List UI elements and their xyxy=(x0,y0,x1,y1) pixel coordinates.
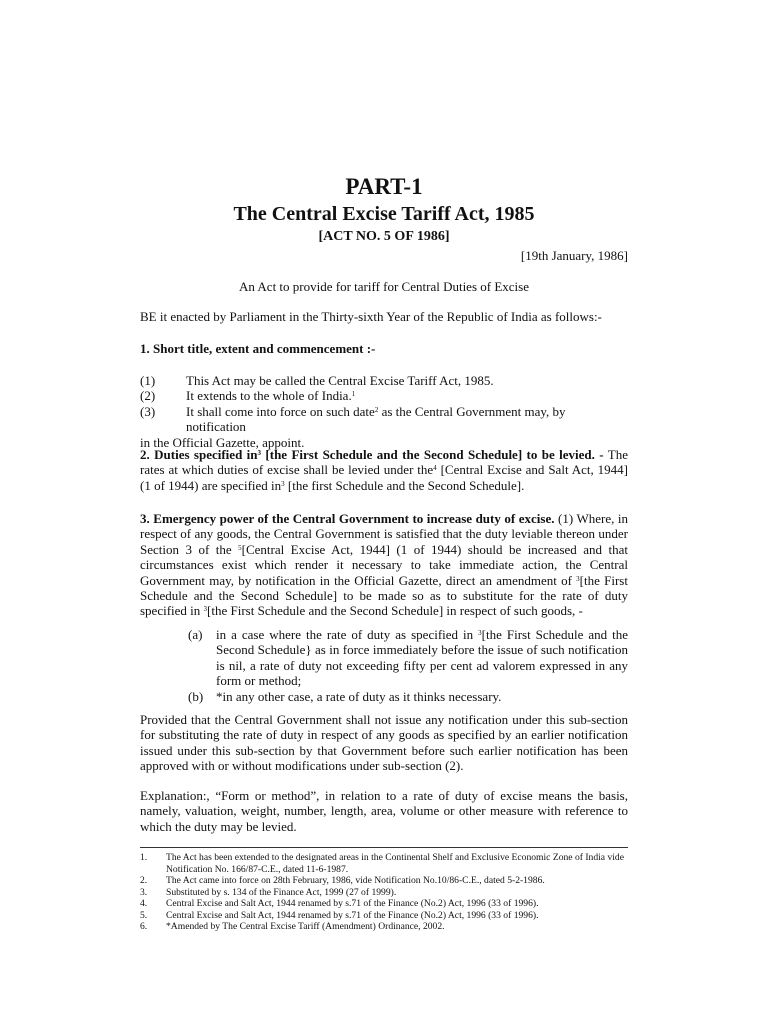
section-3-subclauses xyxy=(140,627,628,704)
footnote: 5. Central Excise and Salt Act, 1944 renamed by s.71 of the Finance (No.2) Act, 1996 (33 of 1996). xyxy=(140,909,539,921)
section-1-item-3: (3) It shall come into force on such date$^2$ as the Central Government may, by notification xyxy=(140,403,566,435)
act-date: [19th January, 1986] xyxy=(520,248,628,263)
footnote-divider xyxy=(140,847,628,848)
act-subtitle: An Act to provide for tariff for Central Duties of Excise xyxy=(238,279,529,294)
proviso: Provided that the Central Government shall not issue any notification under this sub-section for substituting the rate of duty in respect of any goods as specified by an earlier notification issued under this sub-section by that Government before such earlier notification has been approved with or without modifications under sub-section (2). xyxy=(140,712,628,774)
footnote: 4. Central Excise and Salt Act, 1944 renamed by s.71 of the Finance (No.2) Act, 1996 (33 of 1996). xyxy=(140,898,539,909)
section-1-heading: 1. Short title, extent and commencement :- xyxy=(140,341,376,356)
preamble: BE it enacted by Parliament in the Thirty-sixth Year of the Republic of India as follows:- xyxy=(140,309,602,324)
explanation: Explanation:, “Form or method”, in relation to a rate of duty of excise means the basis, namely, valuation, weight, number, length, area, volume or other measure with reference to which the duty may be levied. xyxy=(140,788,628,834)
clause-a: (a) in a case where the rate of duty as specified in $^3$[the First Schedule and the Second Schedule} as in force immediately before the issue of such notification is nil, a rate of duty not exceeding fifty per cent ad valorem expressed in any form or method; xyxy=(188,627,628,689)
footnote: 3. Substituted by s. 134 of the Finance Act, 1999 (27 of 1999). xyxy=(140,886,397,898)
section-3-heading: 3. Emergency power of the Central Government to increase duty of excise. xyxy=(140,511,555,526)
section-1-item-3-continued: in the Official Gazette, appoint. xyxy=(140,434,305,450)
section-2-heading: 2. Duties specified $in^3$ [the First Schedule and the Second Schedule] to be levied. - xyxy=(140,447,604,462)
section-1-item-1: (1) This Act may be called the Central Excise Tariff Act, 1985. xyxy=(140,373,494,388)
section-3: 3. Emergency power of the Central Government to increase duty of excise. (1) Where, in respect of any goods, the Central Government is satisfied that the duty leviable thereon under Section 3 of the $^5$[Central Excise Act, 1944] (1 of 1944) should be increased and that circumstances exist which render it necessary to take immediate action, the Central Government may, by notification in the Official Gazette, direct an amendment of $^3$[the First Schedule and the Second Schedule] to be made so as to substitute for the rate of duty specified in $^3$[the First Schedule and the Second Schedule] in respect of such goods, - xyxy=(140,511,628,619)
act-number: [ACT NO. 5 OF 1986] xyxy=(318,229,450,244)
part-heading: PART-1 xyxy=(345,174,423,199)
footnotes xyxy=(140,852,628,933)
act-title: The Central Excise Tariff Act, 1985 xyxy=(233,203,535,225)
footnote-ref: 2 xyxy=(374,405,379,414)
clause-b: (b) *in any other case, a rate of duty as it thinks necessary. xyxy=(188,688,502,704)
section-2: 2. Duties specified $in^3$ [the First Schedule and the Second Schedule] to be levied. - The rates at which duties of excise shall be levied under the$^4$ [Central Excise and Salt Act, 1944] (1 of 1944) are specified $in^3$ [the first Schedule and the Second Schedule]. xyxy=(140,447,628,493)
section-1-item-2: (2) It extends to the whole of India.$^1$ xyxy=(140,388,356,404)
section-1-items xyxy=(140,373,628,450)
footnote: 2. The Act came into force on 28th February, 1986, vide Notification No.10/86-C.E., dated 5-2-1986. xyxy=(140,875,545,886)
footnote-ref: 1 xyxy=(351,390,356,399)
footnote: 6. *Amended by The Central Excise Tariff (Amendment) Ordinance, 2002. xyxy=(140,921,445,932)
footnote: 1. The Act has been extended to the designated areas in the Continental Shelf and Exclusive Economic Zone of India vide Notification No. 166/87-C.E., dated 11-6-1987. xyxy=(140,852,624,875)
